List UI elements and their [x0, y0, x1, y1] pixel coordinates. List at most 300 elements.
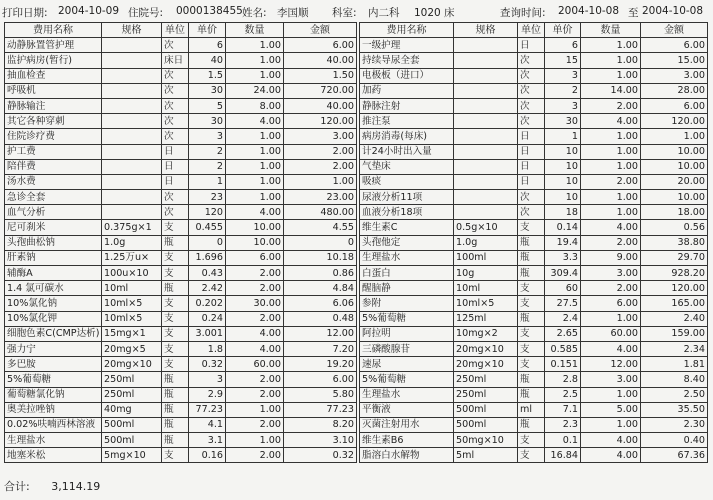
cell-spec: 15mg×1 [102, 326, 162, 341]
table-row [360, 387, 708, 402]
cell-unit: 瓶 [162, 235, 189, 250]
query-to: 2004-10-08 [642, 5, 704, 17]
total-label: 合计: [4, 480, 30, 493]
cell-item-name: 呼吸机 [5, 83, 102, 98]
cell-amount: 18.00 [641, 205, 708, 220]
cell-unit: 次 [518, 83, 545, 98]
table-row [360, 372, 708, 387]
cell-spec: 0.5g×10 [454, 220, 518, 235]
cell-amount: 20.00 [641, 174, 708, 189]
cell-item-name: 三磷酸腺苷 [360, 341, 454, 356]
cell-item-name: 动静脉置管护理 [5, 38, 102, 53]
table-row [5, 402, 357, 417]
print-date: 2004-10-09 [58, 5, 120, 17]
table-row [360, 311, 708, 326]
cell-item-name: 生理盐水 [360, 387, 454, 402]
cell-spec: 250ml [454, 387, 518, 402]
cell-quantity: 1.00 [226, 38, 284, 53]
cell-item-name: 地塞米松 [5, 448, 102, 463]
cell-item-name: 平衡液 [360, 402, 454, 417]
cell-spec [102, 83, 162, 98]
cell-amount: 480.00 [284, 205, 357, 220]
cell-amount: 4.55 [284, 220, 357, 235]
cell-spec: 250ml [454, 372, 518, 387]
cell-spec [454, 159, 518, 174]
cell-amount: 0.48 [284, 311, 357, 326]
column-header-unit: 单位 [162, 23, 189, 38]
cell-spec [454, 129, 518, 144]
cell-unit-price: 77.23 [189, 402, 226, 417]
cell-amount: 19.20 [284, 357, 357, 372]
table-row [5, 387, 357, 402]
cell-unit-price: 1 [545, 129, 581, 144]
cell-unit-price: 3 [545, 98, 581, 113]
table-row [360, 433, 708, 448]
cell-quantity: 60.00 [226, 357, 284, 372]
cell-item-name: 护工费 [5, 144, 102, 159]
cell-amount: 0 [284, 235, 357, 250]
column-header-unit: 单位 [518, 23, 545, 38]
cell-unit: 次 [162, 38, 189, 53]
column-header-amount: 金额 [284, 23, 357, 38]
cell-unit: 瓶 [518, 235, 545, 250]
cell-quantity: 3.00 [581, 372, 641, 387]
cell-spec: 500ml [102, 433, 162, 448]
cell-spec: 50mg×10 [454, 433, 518, 448]
cell-unit-price: 2.8 [545, 372, 581, 387]
table-row [5, 235, 357, 250]
table-row [360, 402, 708, 417]
cell-unit-price: 27.5 [545, 296, 581, 311]
cell-unit-price: 120 [189, 205, 226, 220]
column-header-amount: 金额 [641, 23, 708, 38]
cell-item-name: 急诊全套 [5, 190, 102, 205]
cell-unit-price: 0.14 [545, 220, 581, 235]
table-row [360, 281, 708, 296]
cell-amount: 6.00 [284, 372, 357, 387]
cell-amount: 40.00 [284, 53, 357, 68]
cell-unit: 支 [518, 281, 545, 296]
cell-quantity: 2.00 [581, 281, 641, 296]
cell-spec [102, 68, 162, 83]
cell-spec: 5ml [454, 448, 518, 463]
cell-item-name: 持续导尿全套 [360, 53, 454, 68]
cell-spec [102, 205, 162, 220]
cell-spec [454, 38, 518, 53]
table-row [360, 448, 708, 463]
column-header-spec: 规格 [102, 23, 162, 38]
cell-spec: 20mg×10 [454, 341, 518, 356]
cell-unit: 次 [518, 114, 545, 129]
table-row [5, 220, 357, 235]
table-row [360, 235, 708, 250]
cell-quantity: 1.00 [581, 144, 641, 159]
table-row [360, 341, 708, 356]
cell-item-name: 阿拉明 [360, 326, 454, 341]
cell-unit: 床日 [162, 53, 189, 68]
cell-unit-price: 4.1 [189, 417, 226, 432]
cell-unit: ml [518, 402, 545, 417]
cell-spec [454, 114, 518, 129]
cell-spec [102, 174, 162, 189]
cell-spec [102, 114, 162, 129]
cell-unit-price: 10 [545, 190, 581, 205]
cell-item-name: 醒脑静 [360, 281, 454, 296]
cell-spec: 10ml×5 [454, 296, 518, 311]
cell-amount: 6.00 [641, 98, 708, 113]
cell-unit: 次 [162, 98, 189, 113]
cell-spec [454, 144, 518, 159]
total-value: 3,114.19 [51, 480, 101, 493]
table-row [5, 326, 357, 341]
cell-quantity: 2.00 [226, 372, 284, 387]
query-from: 2004-10-08 [558, 5, 620, 17]
cell-unit: 次 [518, 53, 545, 68]
cell-quantity: 1.00 [226, 402, 284, 417]
cell-item-name: 参附 [360, 296, 454, 311]
cell-unit-price: 2 [545, 83, 581, 98]
column-header-spec: 规格 [454, 23, 518, 38]
cell-unit-price: 0.202 [189, 296, 226, 311]
cell-item-name: 推注泵 [360, 114, 454, 129]
cell-unit-price: 3 [189, 372, 226, 387]
cell-item-name: 维生素B6 [360, 433, 454, 448]
cell-quantity: 4.00 [581, 341, 641, 356]
patient-name: 李国顺 [277, 7, 309, 19]
cell-spec [102, 144, 162, 159]
table-row [5, 281, 357, 296]
table-row [5, 357, 357, 372]
cell-item-name: 生理盐水 [360, 250, 454, 265]
cell-unit-price: 0.455 [189, 220, 226, 235]
cell-quantity: 2.00 [226, 417, 284, 432]
cell-unit: 支 [162, 220, 189, 235]
cell-quantity: 1.00 [581, 53, 641, 68]
cell-unit-price: 1 [189, 174, 226, 189]
cell-quantity: 9.00 [581, 250, 641, 265]
cell-unit-price: 30 [189, 83, 226, 98]
cell-unit: 支 [518, 220, 545, 235]
cell-quantity: 2.00 [581, 174, 641, 189]
cell-spec [454, 174, 518, 189]
cell-item-name: 汤水费 [5, 174, 102, 189]
cell-amount: 10.00 [641, 144, 708, 159]
cell-item-name: 静脉输注 [5, 98, 102, 113]
cell-quantity: 30.00 [226, 296, 284, 311]
cell-quantity: 1.00 [226, 144, 284, 159]
cell-spec: 20mg×10 [454, 357, 518, 372]
cell-amount: 2.50 [641, 387, 708, 402]
cell-spec: 100ml [454, 250, 518, 265]
cell-item-name: 其它各种穿刺 [5, 114, 102, 129]
cell-unit-price: 16.84 [545, 448, 581, 463]
column-header-quantity: 数量 [581, 23, 641, 38]
cell-item-name: 监护病房(暂行) [5, 53, 102, 68]
cell-amount: 28.00 [641, 83, 708, 98]
table-row [5, 448, 357, 463]
cell-amount: 165.00 [641, 296, 708, 311]
cell-item-name: 白蛋白 [360, 266, 454, 281]
cell-quantity: 3.00 [581, 266, 641, 281]
cell-unit: 瓶 [162, 372, 189, 387]
department: 内二科 [368, 7, 400, 19]
cell-item-name: 加药 [360, 83, 454, 98]
cell-item-name: 尿液分析11项 [360, 190, 454, 205]
cell-unit: 日 [518, 174, 545, 189]
cell-quantity: 4.00 [226, 205, 284, 220]
cell-amount: 4.84 [284, 281, 357, 296]
table-row [5, 417, 357, 432]
cell-unit: 支 [518, 341, 545, 356]
cell-unit: 支 [162, 448, 189, 463]
cell-unit-price: 2.3 [545, 417, 581, 432]
cell-unit: 瓶 [162, 433, 189, 448]
cell-quantity: 1.00 [581, 38, 641, 53]
cell-unit-price: 10 [545, 144, 581, 159]
cell-spec: 20mg×5 [102, 341, 162, 356]
table-row [5, 296, 357, 311]
table-row [5, 98, 357, 113]
cell-unit: 支 [162, 250, 189, 265]
cell-item-name: 吸痰 [360, 174, 454, 189]
cell-quantity: 1.00 [581, 205, 641, 220]
cell-item-name: 住院诊疗费 [5, 129, 102, 144]
cell-item-name: 尼可刹米 [5, 220, 102, 235]
query-time-label: 查询时间: [500, 7, 546, 19]
cell-unit: 支 [162, 341, 189, 356]
cell-unit: 次 [518, 205, 545, 220]
table-row [5, 114, 357, 129]
column-header-unit-price: 单价 [189, 23, 226, 38]
table-row [360, 98, 708, 113]
admission-no-label: 住院号: [128, 7, 164, 19]
cell-unit: 日 [162, 159, 189, 174]
cell-amount: 1.00 [284, 174, 357, 189]
cell-spec: 1.25万u× [102, 250, 162, 265]
column-header-quantity: 数量 [226, 23, 284, 38]
cell-unit: 日 [518, 144, 545, 159]
cell-amount: 1.50 [284, 68, 357, 83]
cell-amount: 3.00 [284, 129, 357, 144]
table-row [360, 357, 708, 372]
cell-unit-price: 0.585 [545, 341, 581, 356]
cell-item-name: 10%氯化钾 [5, 311, 102, 326]
table-row [360, 190, 708, 205]
cell-unit-price: 2 [189, 159, 226, 174]
cell-unit-price: 6 [545, 38, 581, 53]
cell-unit-price: 0.32 [189, 357, 226, 372]
cell-unit: 支 [162, 311, 189, 326]
cell-item-name: 多巴胺 [5, 357, 102, 372]
cell-item-name: 5%葡萄糖 [5, 372, 102, 387]
cell-amount: 0.86 [284, 266, 357, 281]
cell-quantity: 6.00 [581, 296, 641, 311]
cell-unit-price: 30 [189, 114, 226, 129]
cell-spec [454, 53, 518, 68]
cell-spec [102, 38, 162, 53]
cell-quantity: 1.00 [581, 129, 641, 144]
cell-amount: 2.40 [641, 311, 708, 326]
cell-unit-price: 7.1 [545, 402, 581, 417]
cell-amount: 2.34 [641, 341, 708, 356]
cell-item-name: 5%葡萄糖 [360, 311, 454, 326]
fee-table-left-body [5, 38, 357, 463]
table-row [5, 311, 357, 326]
cell-unit-price: 6 [189, 38, 226, 53]
cell-item-name: 肝素钠 [5, 250, 102, 265]
cell-amount: 928.20 [641, 266, 708, 281]
table-row [360, 144, 708, 159]
cell-unit-price: 10 [545, 159, 581, 174]
cell-unit-price: 23 [189, 190, 226, 205]
cell-amount: 23.00 [284, 190, 357, 205]
cell-quantity: 1.00 [226, 190, 284, 205]
cell-spec: 1.0g [454, 235, 518, 250]
cell-spec: 10ml [454, 281, 518, 296]
cell-unit-price: 1.696 [189, 250, 226, 265]
cell-amount: 10.00 [641, 190, 708, 205]
table-row [5, 433, 357, 448]
cell-item-name: 计24小时出入量 [360, 144, 454, 159]
cell-unit: 支 [162, 296, 189, 311]
cell-unit: 瓶 [518, 266, 545, 281]
cell-unit-price: 15 [545, 53, 581, 68]
fee-table-right [359, 22, 708, 463]
cell-item-name: 陪伴费 [5, 159, 102, 174]
cell-quantity: 4.00 [581, 433, 641, 448]
cell-unit: 次 [162, 114, 189, 129]
table-row [5, 372, 357, 387]
cell-item-name: 一级护理 [360, 38, 454, 53]
fee-table-left-header [5, 23, 357, 38]
cell-item-name: 头孢他定 [360, 235, 454, 250]
table-row [5, 174, 357, 189]
cell-item-name: 抽血检查 [5, 68, 102, 83]
cell-amount: 29.70 [641, 250, 708, 265]
cell-spec: 10g [454, 266, 518, 281]
cell-unit-price: 0.151 [545, 357, 581, 372]
cell-unit: 次 [518, 190, 545, 205]
cell-quantity: 5.00 [581, 402, 641, 417]
cell-amount: 3.00 [641, 68, 708, 83]
cell-unit: 支 [518, 448, 545, 463]
cell-spec: 500ml [454, 402, 518, 417]
department-label: 科室: [332, 7, 357, 19]
cell-unit-price: 18 [545, 205, 581, 220]
cell-quantity: 1.00 [226, 433, 284, 448]
cell-unit: 次 [162, 83, 189, 98]
cell-quantity: 2.00 [226, 281, 284, 296]
cell-quantity: 10.00 [226, 235, 284, 250]
cell-spec: 10ml×5 [102, 296, 162, 311]
cell-spec [454, 190, 518, 205]
cell-unit: 瓶 [162, 387, 189, 402]
cell-unit: 次 [162, 129, 189, 144]
cell-item-name: 1.4 氯可碳水 [5, 281, 102, 296]
cell-amount: 8.40 [641, 372, 708, 387]
cell-quantity: 4.00 [226, 326, 284, 341]
cell-unit: 次 [162, 68, 189, 83]
cell-unit-price: 2.4 [545, 311, 581, 326]
cell-quantity: 4.00 [581, 448, 641, 463]
cell-unit: 支 [518, 433, 545, 448]
column-header-item-name: 费用名称 [5, 23, 102, 38]
table-row [360, 53, 708, 68]
cell-amount: 120.00 [284, 114, 357, 129]
cell-item-name: 速尿 [360, 357, 454, 372]
cell-spec: 0.375g×1 [102, 220, 162, 235]
cell-amount: 10.00 [641, 159, 708, 174]
cell-unit: 日 [518, 38, 545, 53]
cell-amount: 38.80 [641, 235, 708, 250]
cell-quantity: 2.00 [581, 98, 641, 113]
cell-unit-price: 0.1 [545, 433, 581, 448]
cell-item-name: 辅酶A [5, 266, 102, 281]
cell-unit-price: 40 [189, 53, 226, 68]
cell-amount: 6.00 [641, 38, 708, 53]
cell-unit-price: 19.4 [545, 235, 581, 250]
cell-amount: 1.81 [641, 357, 708, 372]
cell-item-name: 头孢曲松钠 [5, 235, 102, 250]
cell-spec: 500ml [102, 417, 162, 432]
cell-amount: 0.32 [284, 448, 357, 463]
cell-item-name: 气垫床 [360, 159, 454, 174]
cell-unit-price: 3 [545, 68, 581, 83]
cell-quantity: 4.00 [226, 114, 284, 129]
cell-unit-price: 1.5 [189, 68, 226, 83]
table-row [5, 190, 357, 205]
cell-item-name: 强力宁 [5, 341, 102, 356]
cell-unit: 支 [162, 326, 189, 341]
table-row [360, 417, 708, 432]
cell-quantity: 2.00 [226, 311, 284, 326]
cell-unit: 瓶 [518, 417, 545, 432]
cell-amount: 67.36 [641, 448, 708, 463]
cell-quantity: 2.00 [226, 448, 284, 463]
fee-table-left [4, 22, 357, 463]
cell-amount: 77.23 [284, 402, 357, 417]
cell-spec [102, 98, 162, 113]
fee-table-right-body [360, 38, 708, 463]
cell-amount: 1.00 [641, 129, 708, 144]
fee-table-right-header [360, 23, 708, 38]
cell-unit: 瓶 [162, 402, 189, 417]
cell-quantity: 1.00 [581, 387, 641, 402]
table-row [5, 38, 357, 53]
cell-quantity: 2.00 [226, 266, 284, 281]
query-to-label: 至 [628, 7, 639, 19]
cell-item-name: 灭菌注射用水 [360, 417, 454, 432]
cell-spec: 250ml [102, 372, 162, 387]
cell-amount: 2.30 [641, 417, 708, 432]
patient-name-label: 姓名: [242, 7, 267, 19]
cell-amount: 8.20 [284, 417, 357, 432]
cell-unit: 支 [518, 296, 545, 311]
table-row [360, 114, 708, 129]
cell-unit-price: 3 [189, 129, 226, 144]
print-date-label: 打印日期: [2, 7, 48, 19]
cell-unit-price: 309.4 [545, 266, 581, 281]
table-row [5, 83, 357, 98]
cell-unit-price: 1.8 [189, 341, 226, 356]
cell-unit: 瓶 [162, 281, 189, 296]
table-row [5, 341, 357, 356]
cell-spec [454, 98, 518, 113]
cell-unit: 瓶 [518, 311, 545, 326]
cell-quantity: 4.00 [581, 220, 641, 235]
cell-spec: 100u×10 [102, 266, 162, 281]
cell-unit: 次 [162, 205, 189, 220]
